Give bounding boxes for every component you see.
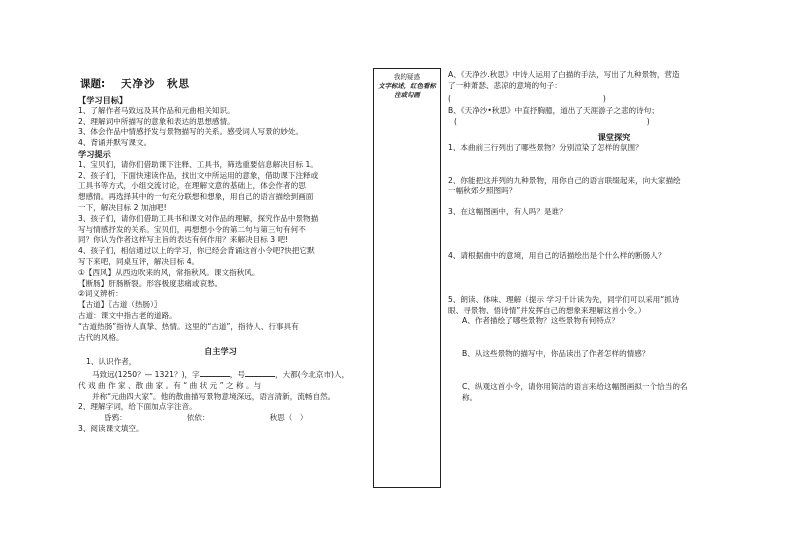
note-line: 【古道】〖古道（热肠）〗 (78, 300, 162, 310)
note-line: “古道热肠”指待人真挚、热情。这里的“古道”，指待人、行事具有 (78, 321, 299, 331)
explore-q1: 1、本曲前三行列出了哪些景物？分别渲染了怎样的氛围？ (448, 142, 643, 152)
note-line: 古道：课文中指古老的道路。 (78, 310, 177, 320)
self-item-1: 1、认识作者， (86, 357, 137, 367)
explore-q5-c: C、纵观这首小令，请你用简洁的语言来给这幅图画拟一个恰当的名 (462, 381, 688, 391)
self-item-2: 2、理解字词，给下面加点字注音。 (78, 402, 197, 412)
explore-q5-line2: 眼、寻景物、悟诗情”并发挥自己的想象来理解这首小令。） (448, 305, 646, 315)
explore-q4: 4、请根据曲中的意境，用自己的话描绘出是个什么样的断肠人？ (448, 250, 666, 260)
goal-item: 4、背诵并默写课文。 (78, 138, 152, 148)
explore-q2-line2: 一幅秋郊夕照图吗？ (448, 186, 517, 196)
question-b: B、《天净沙•秋思》中直抒胸臆，道出了天涯游子之悲的诗句； (448, 106, 659, 116)
note-line: ②词义辨析： (78, 289, 123, 299)
tip-line: 写下来吧，同桌互评，解决目标 4。 (78, 256, 200, 266)
tip-line: 1、宝贝们，请你们借助课下注释、工具书，筛选重要信息解决目标 1。 (78, 159, 318, 169)
box-subtitle: 文字标述，红色看标注或勾画 (378, 82, 436, 99)
explore-q5: 5、朗读、体味、理解（提示 学习千计读为先，同学们可以采用“抓诗 (448, 294, 680, 304)
question-notes-box (373, 68, 441, 488)
note-line: ①【西风】从西边吹来的风，常指秋风。课文指秋风。 (78, 267, 260, 277)
self-item-3: 3、阅读课文填空。 (78, 423, 144, 433)
goals-heading: 【学习目标】 (78, 95, 128, 105)
goal-item: 3、体会作品中情感抒发与景物描写的关系。感受词人写景的妙处。 (78, 127, 304, 137)
right-column (448, 70, 780, 404)
tip-line: 2、孩子们，下面快速读作品，找出文中所运用的意象，借助课下注释或 (78, 170, 319, 180)
answer-blank-b: ( ) (454, 117, 650, 127)
note-line: 【断肠】肝肠断裂。形容极度悲痛或哀愁。 (78, 278, 223, 288)
tip-line: 一下，解决目标 2 加油吧! (78, 202, 167, 212)
tips-heading: 学习提示 (78, 148, 111, 159)
explore-q2: 2、你能把这并列的九种景物，用你自己的语言联缀起来，向大家描绘 (448, 175, 681, 185)
author-line: 并称“元曲四大家”。他的散曲描写景物意境深远，语言清新，流畅自然。 (92, 391, 336, 401)
note-line: 古代的风格。 (78, 332, 124, 342)
tip-line: 4、孩子们，相信通过以上的学习，你已经会背诵这首小令吧?快把它默 (78, 246, 315, 256)
explore-q5-a: A、作者描绘了哪些景物？这些景物有何特点？ (462, 316, 620, 326)
goal-item: 2、理解词中所描写的意象和表达的思想感情。 (78, 116, 235, 126)
lesson-label: 课题: (80, 78, 106, 90)
explore-q5-b: B、从这些景物的描写中，你品读出了作者怎样的情感？ (462, 349, 650, 359)
tip-line: 工具书等方式，小组交流讨论，在理解文意的基础上，体会作者的思 (78, 181, 306, 191)
question-a-line2: 了一种萧瑟、悲凉的意境的句子： (448, 80, 562, 90)
tip-line: 想感情。再选择其中的一句充分联想和想象，用自己的语言描绘到画面 (78, 192, 314, 202)
tip-line: 同？你认为作者这样写主旨的表达有何作用？来解决目标 3 吧! (78, 235, 289, 245)
author-line: 代 戏 曲 作 家 、散 曲 家 。有 “ 曲 状 元 ” 之 称 。与 (78, 380, 262, 390)
pinyin-line: 昏鸦： 依依： 秋思（ ） (104, 413, 308, 423)
goal-item: 1、了解作者马致远及其作品和元曲相关知识。 (78, 105, 235, 115)
lesson-title: 天净沙 秋思 (121, 78, 190, 90)
box-title: 我的疑惑 (393, 73, 421, 81)
tip-line: 3、孩子们，请你们借助工具书和课文对作品的理解，探究作品中景物描 (78, 213, 319, 223)
explore-q5-c-line2: 称。 (462, 392, 478, 402)
explore-q3: 3、在这幅图画中，有人吗？是谁？ (448, 207, 567, 217)
left-column (78, 95, 363, 435)
tip-line: 写与情感抒发的关系。宝贝们，再想想小令的第二句与第三句有何不 (78, 224, 306, 234)
explore-heading: 课堂探究 (597, 131, 631, 142)
answer-blank-a: ( ) (448, 93, 606, 103)
self-study-heading: 自主学习 (204, 346, 237, 357)
question-a: A、《天净沙.秋思》中诗人运用了白描的手法，写出了九种景物，营造 (448, 70, 680, 79)
author-line: 马致远(1250？— 1321？)，字 ，号 ，大都(今北京市)人， (92, 369, 350, 379)
